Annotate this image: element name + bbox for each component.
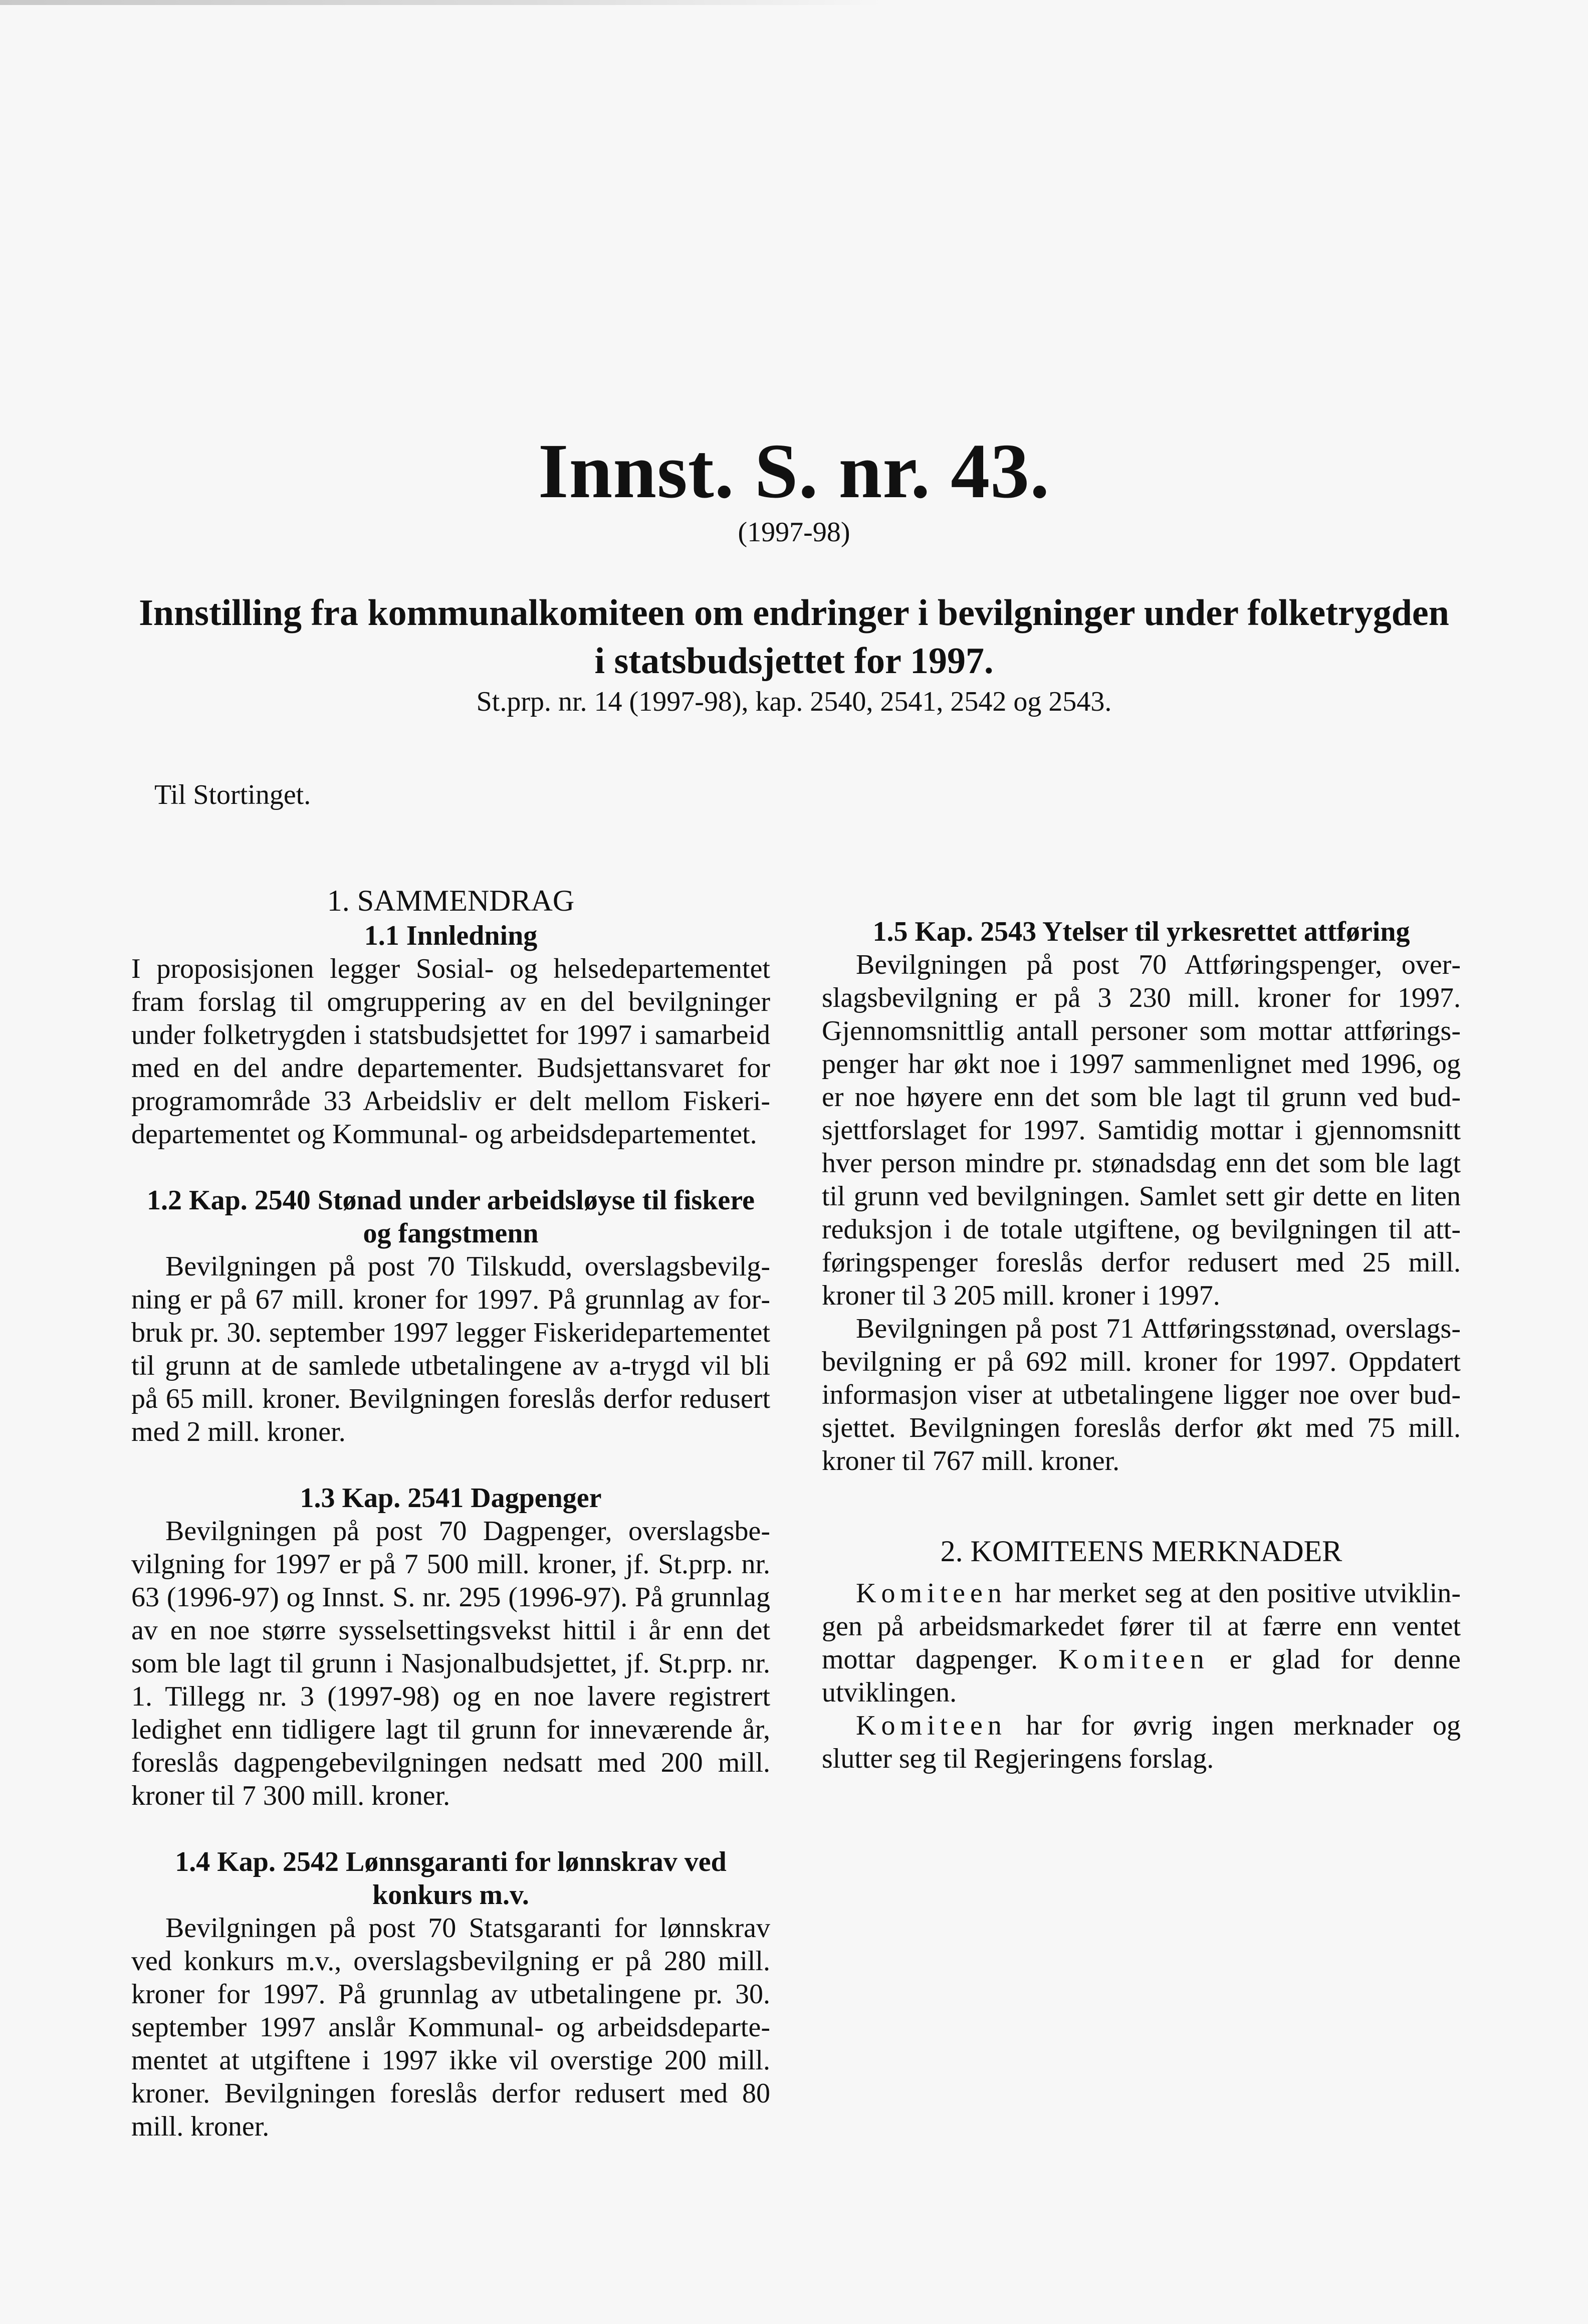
document-session: (1997-98) (738, 517, 850, 548)
section-2-text-1 (822, 1577, 1461, 1709)
section-2-text-2-body: har for øvrig ingen merknader og slutter seg til Regjeringens forslag. (822, 1710, 1461, 1774)
section-2-heading: 2. KOMITEENS MERKNADER (940, 1535, 1342, 1568)
section-1-4-text: Bevilgningen på post 70 Statsgaranti for lønnskrav ved konkurs m.v., overslagsbevilgning er på 280 mill. kroner for 1997. På grunnlag av utbetalingene pr. 30. september 1997 anslår Kommunal- og arbeidsdepartementet at utgiftene i 1997 ikke vil overstige 200 mill. kroner. Bevilgningen foreslås derfor redusert med 80 mill. kroner. (131, 1913, 770, 2142)
section-1-3-text: Bevilgningen på post 70 Dagpenger, overslagsbevilgning for 1997 er på 7 500 mill. kroner, jf. St.prp. nr. 63 (1996-97) og Innst. S. nr. 295 (1996-97). På grunnlag av en noe større sysselsettingsvekst hittil i år enn det som ble lagt til grunn i Nasjonalbudsjettet, jf. St.prp. nr. 1. Tillegg nr. 3 (1997-98) og en noe lavere registrert ledighet enn tidligere lagt til grunn for inneværende år, foreslås dagpengebevilgningen nedsatt med 200 mill. kroner til 7 300 mill. kroner. (131, 1516, 770, 1811)
scan-edge (0, 0, 882, 5)
section-1-1-heading: 1.1 Innledning (364, 920, 538, 951)
section-1-5-heading: 1.5 Kap. 2543 Ytelser til yrkesrettet attføring (872, 916, 1410, 947)
document-subtitle (0, 589, 1588, 685)
section-1-5-text-2: Bevilgningen på post 71 Attføringsstønad, overslagsbevilgning er på 692 mill. kroner for 1997. Oppdatert informasjon viser at utbetalingene ligger noe over budsjettet. Bevilgningen foreslås derfor økt med 75 mill. kroner til 767 mill. kroner. (822, 1313, 1461, 1476)
section-1-2-text: Bevilgningen på post 70 Tilskudd, overslagsbevilgning er på 67 mill. kroner for 1997. På grunnlag av forbruk pr. 30. september 1997 legger Fiskeridepartementet til grunn at de samlede utbetalingene av a-trygd vil bli på 65 mill. kroner. Bevilgningen foreslås derfor redusert med 2 mill. kroner. (131, 1251, 770, 1447)
right-column (822, 882, 1461, 1775)
salutation: Til Stortinget. (154, 779, 311, 810)
section-1-1-text: I proposisjonen legger Sosial- og helsedepartementet fram forslag til omgruppering av en del bevilgninger under folketrygden i statsbudsjettet for 1997 i samarbeid med en del andre departementer. Budsjettansvaret for programområde 33 Arbeidsliv er delt mellom Fiskeridepartementet og Kommunal- og arbeidsdepartementet. (131, 953, 770, 1150)
committee-word: Komiteen (856, 1710, 1007, 1741)
section-1-5-text-1: Bevilgningen på post 70 Attføringspenger, overslagsbevilgning er på 3 230 mill. kroner for 1997. Gjennomsnittlig antall personer som mottar attføringspenger har økt noe i 1997 sammenlignet med 1996, og er noe høyere enn det som ble lagt til grunn ved budsjettforslaget for 1997. Samtidig mottar i gjennomsnitt hver person mindre pr. stønadsdag enn det som ble lagt til grunn ved bevilgningen. Samlet sett gir dette en liten reduksjon i de totale utgiftene, og bevilgningen til attføringspenger foreslås derfor redusert med 25 mill. kroner til 3 205 mill. kroner i 1997. (822, 949, 1461, 1311)
section-1-4-heading: 1.4 Kap. 2542 Lønnsgaranti for lønnskrav ved konkurs m.v. (175, 1846, 727, 1911)
document-title: Innst. S. nr. 43. (538, 428, 1050, 514)
section-1-2-heading: 1.2 Kap. 2540 Stønad under arbeidsløyse til fiskere og fangstmenn (147, 1185, 755, 1249)
committee-word: Komiteen (856, 1578, 1007, 1609)
document-reference: St.prp. nr. 14 (1997-98), kap. 2540, 2541, 2542 og 2543. (476, 686, 1112, 717)
section-2-text-2 (822, 1709, 1461, 1775)
committee-word: Komiteen (1058, 1644, 1209, 1675)
subtitle-line-1: Innstilling fra kommunalkomiteen om endringer i bevilgninger under folketrygden (139, 592, 1449, 633)
section-2-text-1b: er glad for denne utviklingen. (822, 1644, 1461, 1708)
subtitle-line-2: i statsbudsjettet for 1997. (594, 641, 994, 682)
section-1-3-heading: 1.3 Kap. 2541 Dagpenger (300, 1483, 602, 1514)
section-2-text-1a: har merket seg at den positive utviklingen på arbeidsmarkedet fører til at færre enn ventet mottar dagpenger. (822, 1578, 1461, 1675)
left-column (131, 882, 770, 2143)
section-1-heading: 1. SAMMENDRAG (327, 884, 575, 917)
